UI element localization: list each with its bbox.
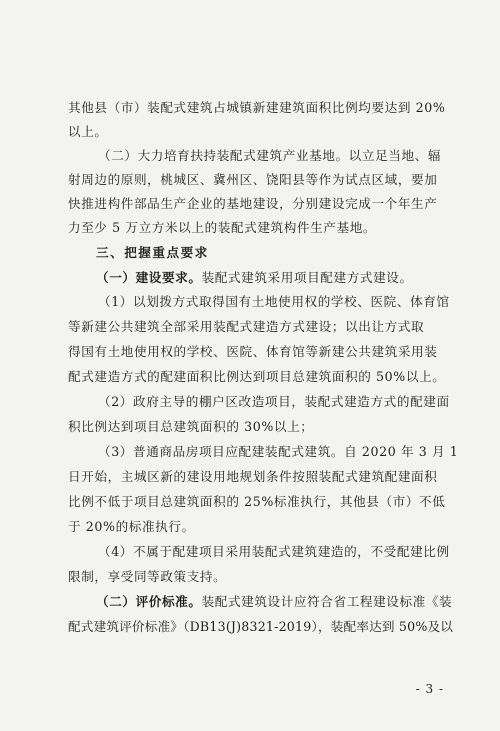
body-line	[96, 592, 453, 612]
body-line: （2）政府主导的棚户区改造项目，装配式建造方式的配建面	[98, 394, 450, 409]
body-line: 日开始，主城区新的建设用地规划条件按照装配式建筑配建面积	[68, 469, 438, 484]
body-line: 得国有土地使用权的学校、医院、体育馆等新建公共建筑采用装	[68, 344, 438, 359]
body-line: （1）以划拨方式取得国有土地使用权的学校、医院、体育馆	[98, 294, 450, 309]
body-line: 其他县（市）装配式建筑占城镇新建建筑面积比例均要达到 20%	[68, 100, 446, 115]
body-line: 比例不低于项目总建筑面积的 25%标准执行，其他县（市）不低	[68, 494, 446, 509]
body-line: 以上。	[68, 124, 108, 139]
body-line: 于 20%的标准执行。	[68, 519, 195, 534]
body-line: 等新建公共建筑全部采用装配式建造方式建设；以出让方式取	[68, 319, 425, 334]
body-line: （3）普通商品房项目应配建装配式建筑。自 2020 年 3 月 1	[98, 444, 459, 459]
body-line	[96, 268, 448, 288]
section-heading: 三、把握重点要求	[96, 245, 209, 260]
body-line: 配式建造方式的配建面积比例达到项目总建筑面积的 50%以上。	[68, 369, 446, 384]
body-line: 快推进构件部品生产企业的基地建设，分别建设完成一个年生产	[68, 196, 438, 211]
body-line: 射周边的原则，桃城区、冀州区、饶阳县等作为试点区域，要加	[68, 172, 438, 187]
body-line: （4）不属于配建项目采用装配式建筑建造的，不受配建比例	[98, 544, 450, 559]
body-line: 积比例达到项目总建筑面积的 30%以上；	[68, 419, 314, 434]
bold-label-construction: （一）建设要求。	[96, 270, 202, 285]
body-line: 限制，享受同等政策支持。	[68, 569, 227, 584]
bold-label-evaluation: （二）评价标准。	[96, 594, 202, 609]
page-number: - 3 -	[415, 682, 444, 696]
body-text: 装配式建筑采用项目配建方式建设。	[201, 270, 413, 285]
body-line: （二）大力培育扶持装配式建筑产业基地。以立足当地、辐	[98, 148, 442, 163]
body-text: 装配式建筑设计应符合省工程建设标准《装	[201, 594, 453, 609]
body-line: 力至少 5 万立方米以上的装配式建筑构件生产基地。	[68, 220, 377, 235]
body-line: 配式建筑评价标准》（DB13(J)8321-2019），装配率达到 50%及以	[68, 619, 454, 634]
